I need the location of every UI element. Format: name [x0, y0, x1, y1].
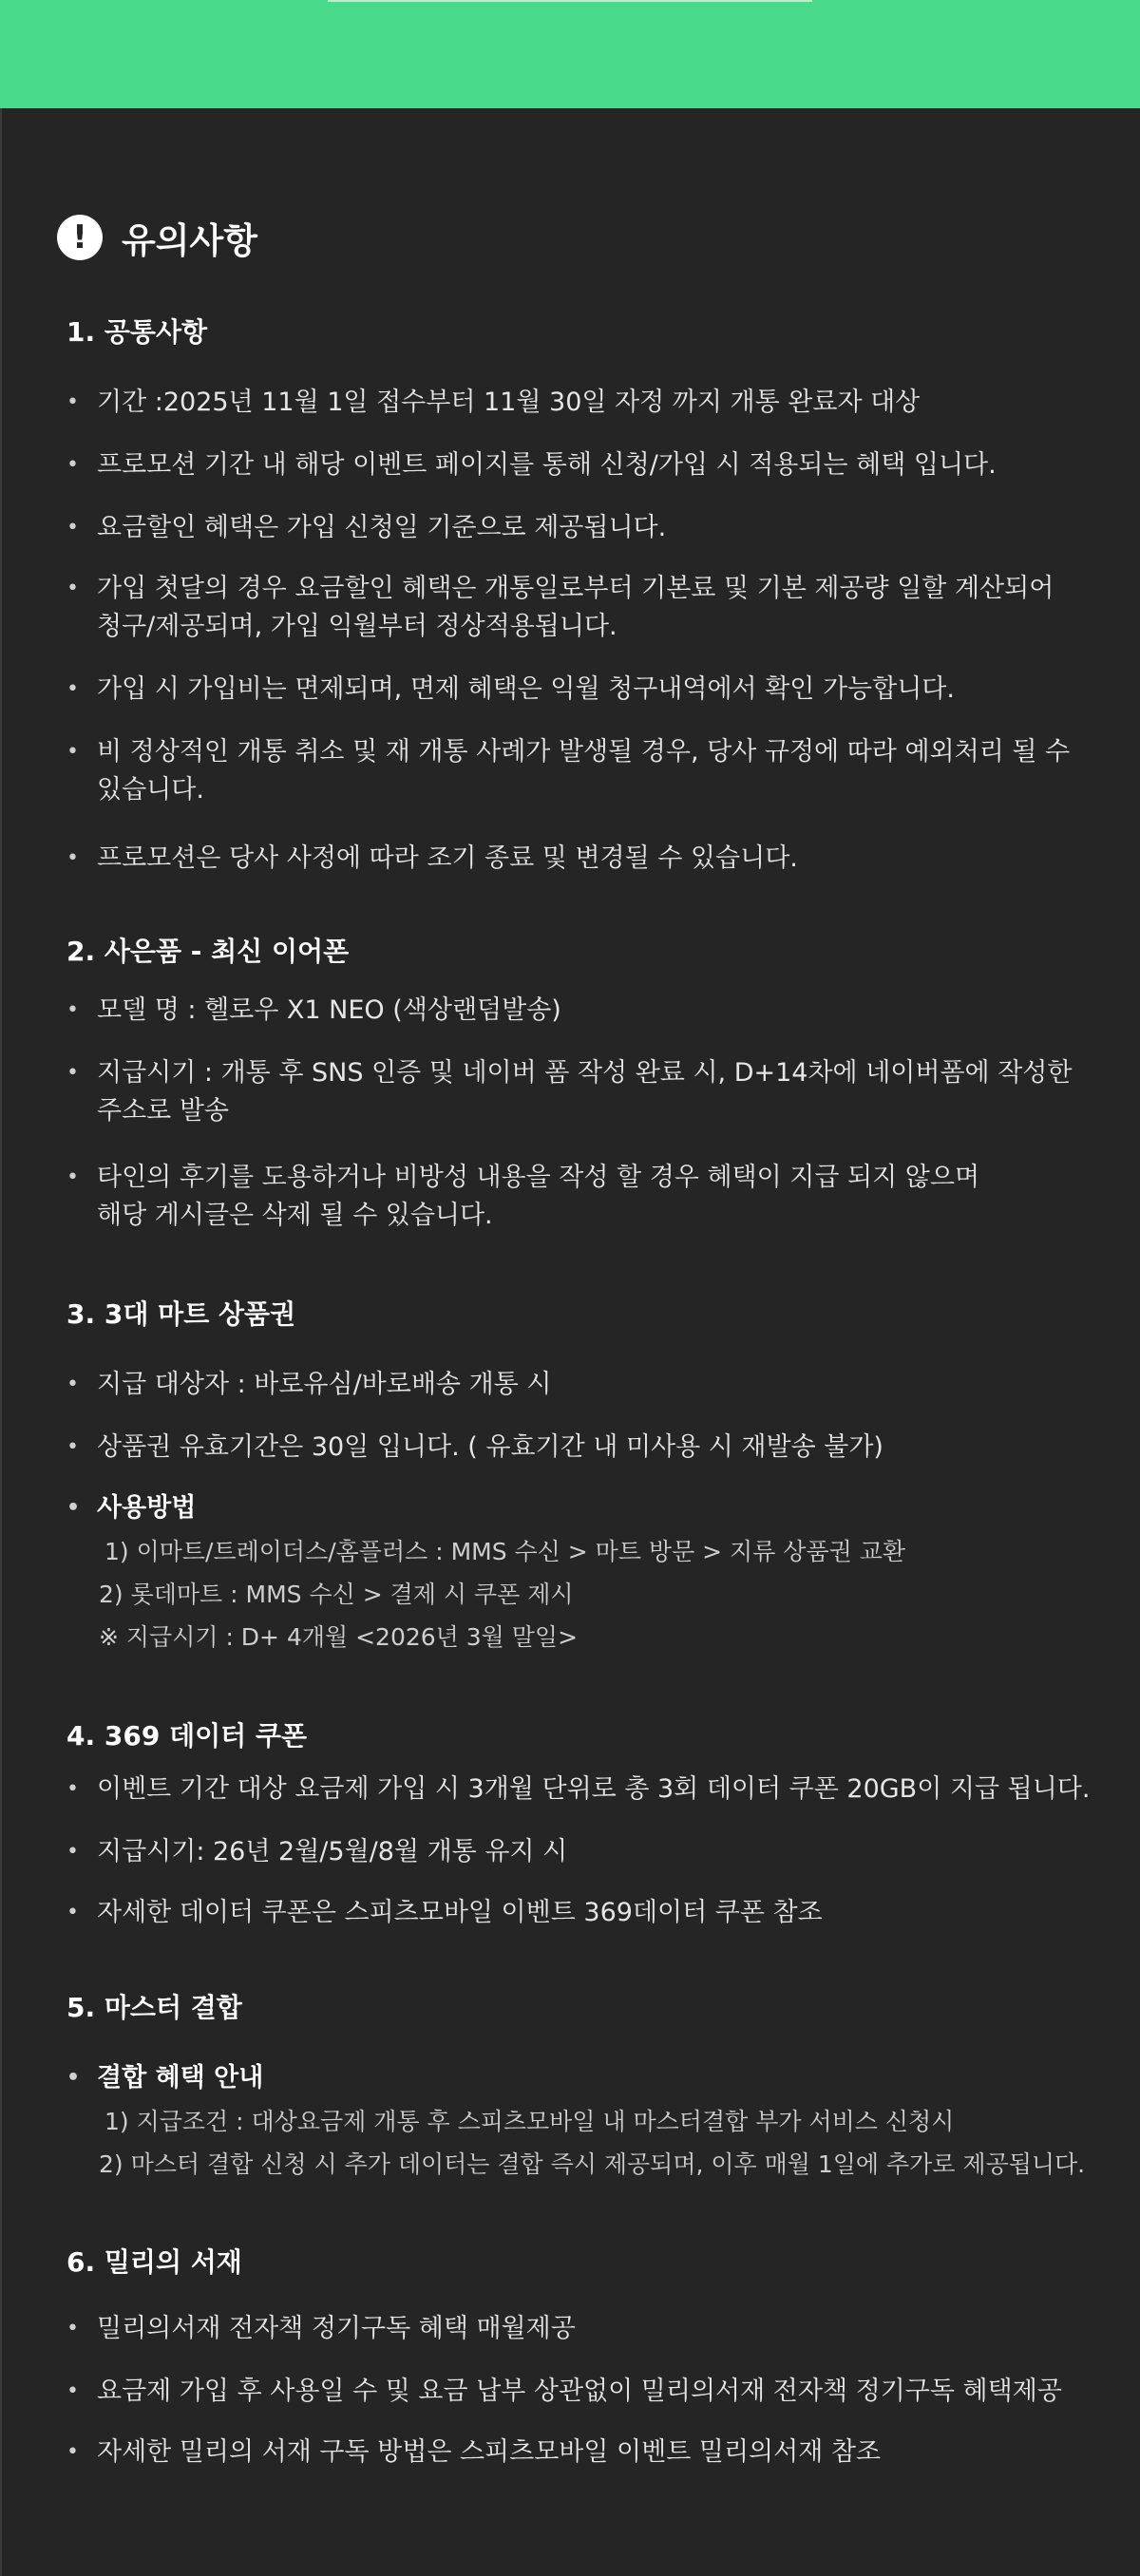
list-item [66, 1054, 1112, 1130]
list-item: • 지급 대상자 : 바로유심/바로배송 개통 시 [66, 1366, 1112, 1404]
list-item: • 모델 명 : 헬로우 X1 NEO (색상랜덤발송) [66, 992, 1112, 1030]
list-item [66, 733, 1112, 809]
list-item: • 기간 :2025년 11월 1일 접수부터 11월 30일 자정 까지 개통 완료자 대상 [66, 384, 1112, 422]
list-item: • 사용방법 [66, 1489, 1112, 1527]
sub-item: 2) 롯데마트 : MMS 수신 > 결제 시 쿠폰 제시 [99, 1581, 574, 1608]
section-title-gift: 2. 사은품 - 최신 이어폰 [66, 936, 350, 967]
top-banner [0, 0, 1140, 108]
list-item: • 이벤트 기간 대상 요금제 가입 시 3개월 단위로 총 3회 데이터 쿠폰 20GB이 지급 됩니다. [66, 1771, 1112, 1809]
section-title-millie: 6. 밀리의 서재 [66, 2246, 242, 2278]
list-item: • 지급시기: 26년 2월/5월/8월 개통 유지 시 [66, 1833, 1112, 1871]
list-item: • 프로모션은 당사 사정에 따라 조기 종료 및 변경될 수 있습니다. [66, 840, 1112, 878]
list-item-line: 비 정상적인 개통 취소 및 재 개통 사례가 발생될 경우, 당사 규정에 따라 예외처리 될 수 [97, 737, 1071, 767]
left-edge-divider [0, 108, 2, 2576]
section-title-data-coupon: 4. 369 데이터 쿠폰 [66, 1720, 308, 1752]
list-item: • 가입 시 가입비는 면제되며, 면제 혜택은 익월 청구내역에서 확인 가능합니다. [66, 671, 1112, 709]
list-item: • 상품권 유효기간은 30일 입니다. ( 유효기간 내 미사용 시 재발송 불가) [66, 1429, 1112, 1467]
sub-item: ※ 지급시기 : D+ 4개월 <2026년 3월 말일> [99, 1623, 579, 1651]
list-item-line: 지급시기 : 개통 후 SNS 인증 및 네이버 폼 작성 완료 시, D+14차에 네이버폼에 작성한 [97, 1058, 1073, 1088]
section-title-common: 1. 공통사항 [66, 316, 208, 348]
banner-strip [328, 0, 812, 2]
list-item: • 밀리의서재 전자책 정기구독 혜택 매월제공 [66, 2310, 1112, 2348]
section-title-master: 5. 마스터 결합 [66, 1992, 242, 2023]
list-item: • 프로모션 기간 내 해당 이벤트 페이지를 통해 신청/가입 시 적용되는 혜택 입니다. [66, 446, 1112, 484]
list-item: • 결합 혜택 안내 [66, 2059, 1112, 2097]
list-item: • 자세한 데이터 쿠폰은 스피츠모바일 이벤트 369데이터 쿠폰 참조 [66, 1894, 1112, 1932]
sub-item: 1) 지급조건 : 대상요금제 개통 후 스피츠모바일 내 마스터결합 부가 서비스 신청시 [104, 2108, 955, 2135]
list-item-line: 청구/제공되며, 가입 익월부터 정상적용됩니다. [97, 612, 618, 641]
list-item [66, 1159, 1112, 1235]
list-item-line: 있습니다. [97, 775, 204, 805]
exclamation-circle-icon: ! [57, 215, 103, 260]
notice-title: 유의사항 [122, 220, 257, 261]
list-item-line: 타인의 후기를 도용하거나 비방성 내용을 작성 할 경우 혜택이 지급 되지 않으며 [97, 1163, 980, 1192]
list-item-line: 주소로 발송 [97, 1096, 229, 1126]
sub-item: 2) 마스터 결합 신청 시 추가 데이터는 결합 즉시 제공되며, 이후 매월 1일에 추가로 제공됩니다. [99, 2150, 1086, 2178]
list-item: • 요금제 가입 후 사용일 수 및 요금 납부 상관없이 밀리의서재 전자책 정기구독 혜택제공 [66, 2373, 1112, 2411]
list-item: • 자세한 밀리의 서재 구독 방법은 스피츠모바일 이벤트 밀리의서재 참조 [66, 2434, 1112, 2472]
list-item-line: 가입 첫달의 경우 요금할인 혜택은 개통일로부터 기본료 및 기본 제공량 일할 계산되어 [97, 574, 1054, 603]
notice-header [57, 209, 257, 266]
list-item: • 요금할인 혜택은 가입 신청일 기준으로 제공됩니다. [66, 509, 1112, 547]
list-item [66, 570, 1112, 646]
list-item-line: 해당 게시글은 삭제 될 수 있습니다. [97, 1201, 493, 1230]
sub-item: 1) 이마트/트레이더스/홈플러스 : MMS 수신 > 마트 방문 > 지류 상품권 교환 [104, 1538, 905, 1565]
section-title-voucher: 3. 3대 마트 상품권 [66, 1298, 296, 1330]
